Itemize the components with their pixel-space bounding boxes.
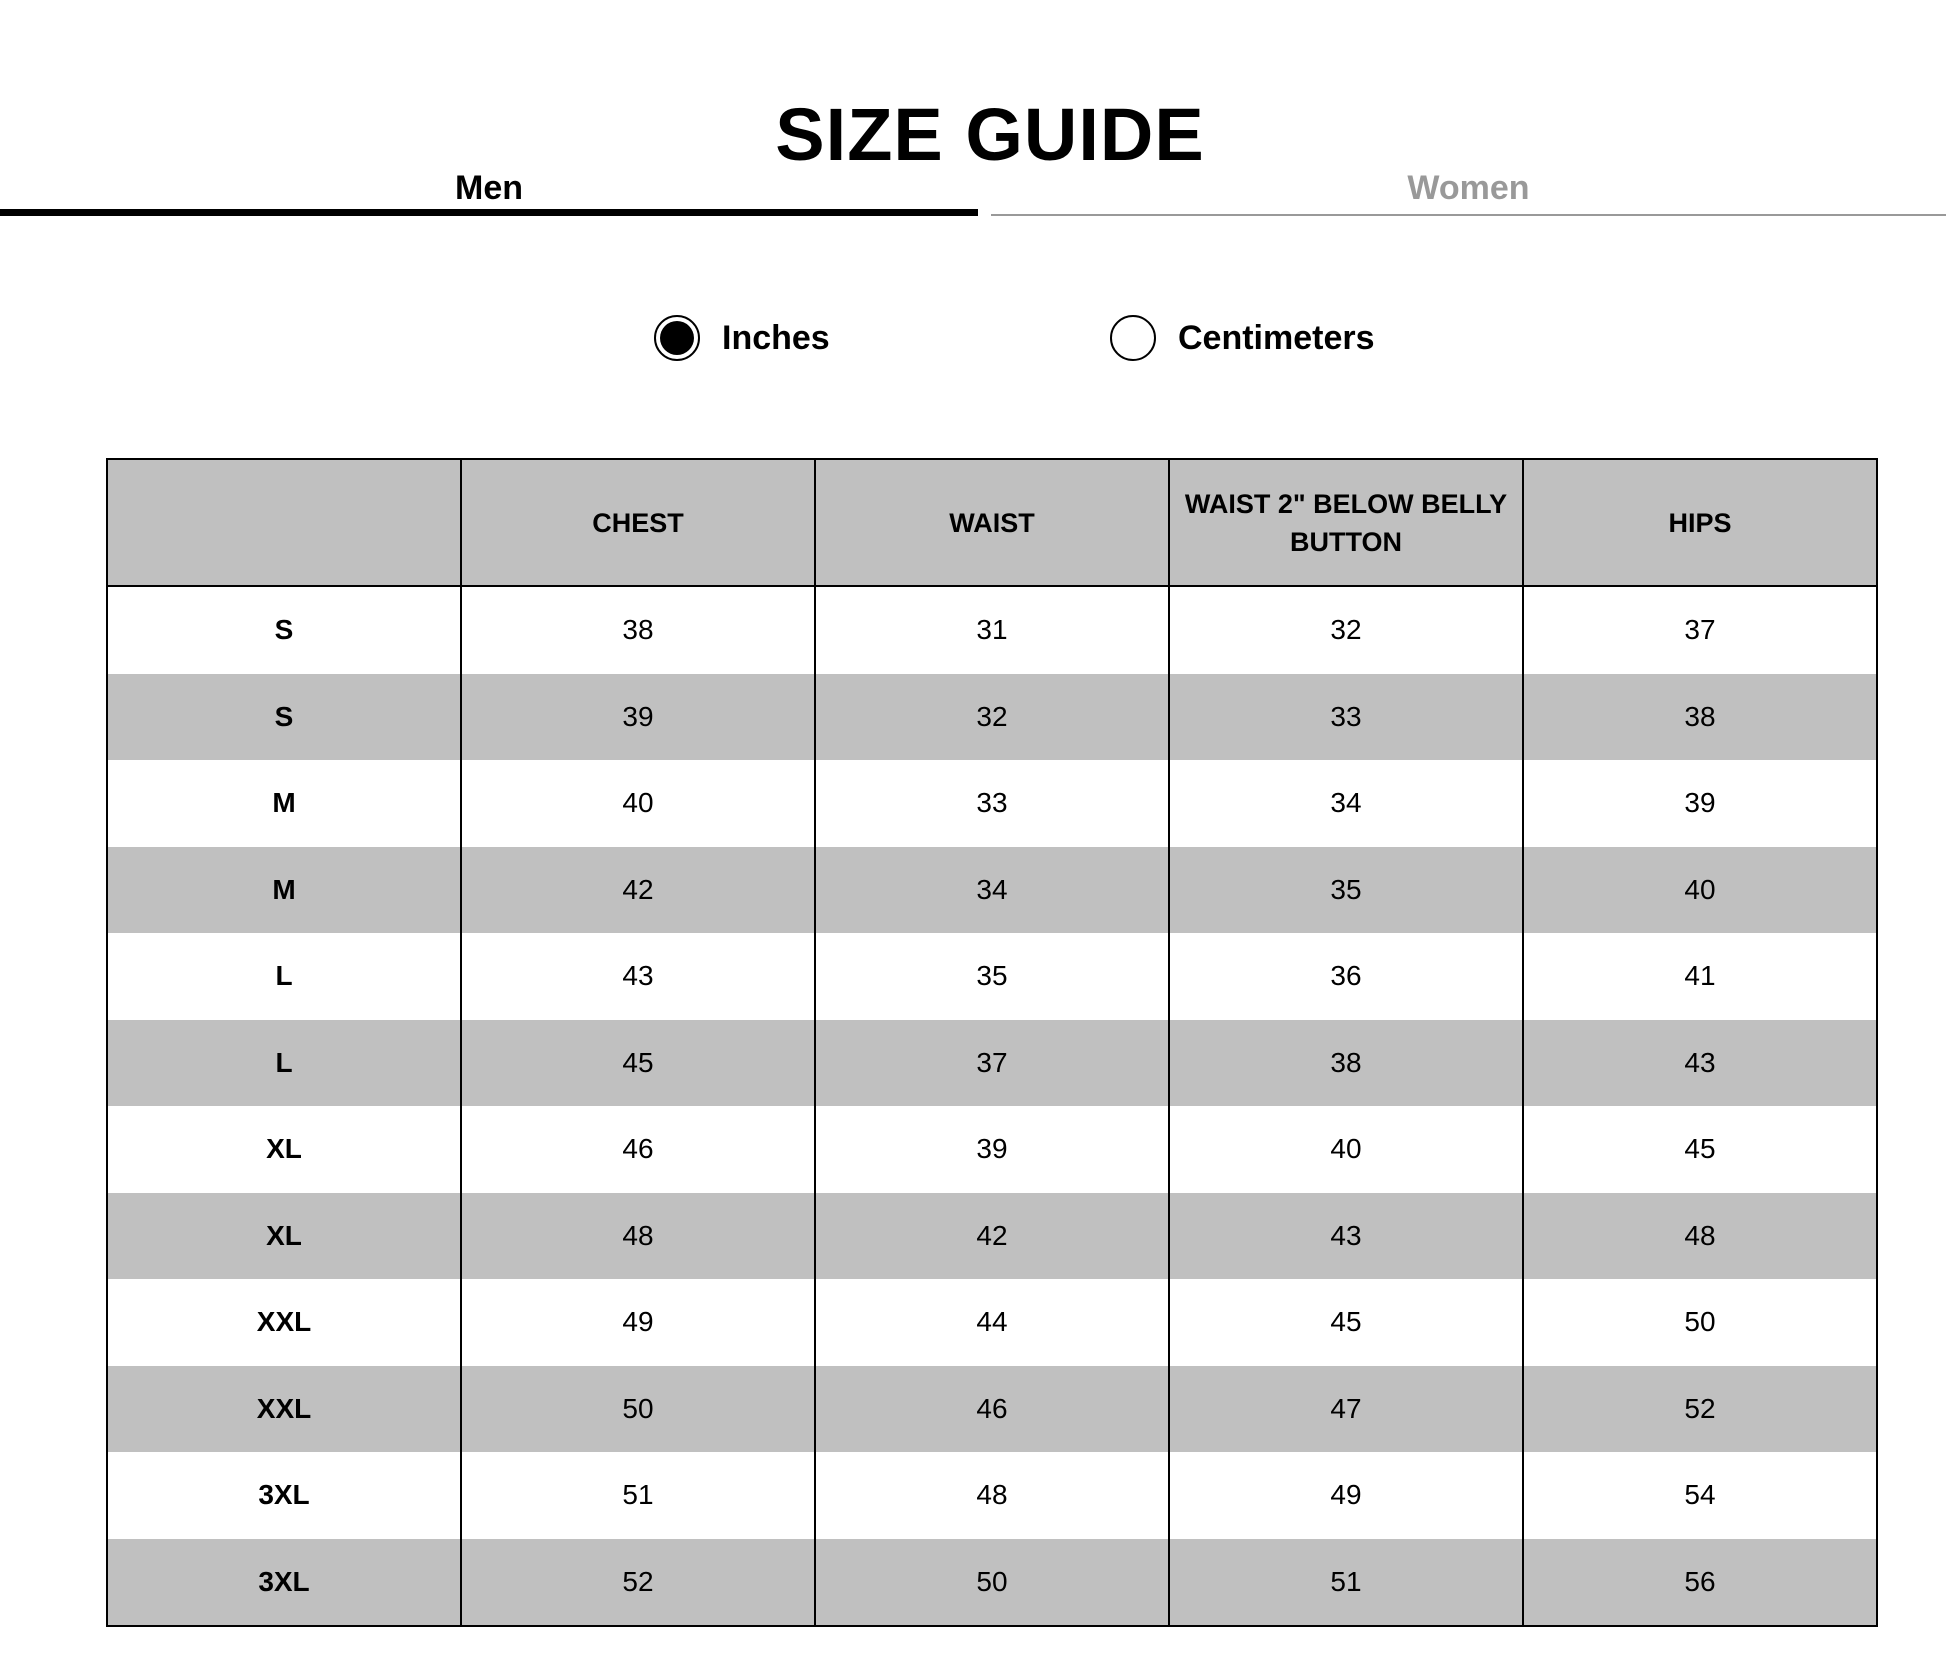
- inches-radio[interactable]: [654, 315, 700, 361]
- hips-cell: 48: [1523, 1193, 1877, 1280]
- waist-below-belly-button-cell: 43: [1169, 1193, 1523, 1280]
- chest-cell: 49: [461, 1279, 815, 1366]
- chest-cell: 39: [461, 674, 815, 761]
- tab-men[interactable]: Men: [0, 160, 978, 216]
- waist-cell: 44: [815, 1279, 1169, 1366]
- table-row: [107, 1452, 1877, 1539]
- size-cell: M: [107, 760, 461, 847]
- table-header-row: [107, 459, 1877, 586]
- waist-cell: 39: [815, 1106, 1169, 1193]
- waist-below-belly-button-cell: 38: [1169, 1020, 1523, 1107]
- hips-cell: 56: [1523, 1539, 1877, 1627]
- waist-cell: 48: [815, 1452, 1169, 1539]
- waist-cell: 42: [815, 1193, 1169, 1280]
- waist-cell: 37: [815, 1020, 1169, 1107]
- waist-cell: 50: [815, 1539, 1169, 1627]
- hips-cell: 40: [1523, 847, 1877, 934]
- table-row: [107, 1279, 1877, 1366]
- gender-tabs: [0, 160, 1946, 220]
- waist-below-belly-button-cell: 49: [1169, 1452, 1523, 1539]
- hips-cell: 37: [1523, 586, 1877, 674]
- table-row: [107, 1539, 1877, 1627]
- waist-below-belly-button-cell: 45: [1169, 1279, 1523, 1366]
- table-row: [107, 933, 1877, 1020]
- waist-below-belly-button-cell: 51: [1169, 1539, 1523, 1627]
- hips-cell: 39: [1523, 760, 1877, 847]
- page-title: SIZE GUIDE: [775, 92, 1205, 176]
- waist-below-belly-button-cell: 34: [1169, 760, 1523, 847]
- tab-women[interactable]: Women: [991, 160, 1946, 216]
- waist-cell: 31: [815, 586, 1169, 674]
- inches-label: Inches: [722, 318, 830, 357]
- chest-cell: 48: [461, 1193, 815, 1280]
- chest-cell: 50: [461, 1366, 815, 1453]
- table-row: [107, 760, 1877, 847]
- chest-cell: 46: [461, 1106, 815, 1193]
- table-row: [107, 1366, 1877, 1453]
- table-row: [107, 847, 1877, 934]
- header-chest: CHEST: [461, 459, 815, 586]
- size-cell: XL: [107, 1193, 461, 1280]
- size-cell: XL: [107, 1106, 461, 1193]
- waist-below-belly-button-cell: 32: [1169, 586, 1523, 674]
- unit-option-centimeters[interactable]: [1110, 310, 1375, 366]
- unit-option-inches[interactable]: [654, 310, 830, 366]
- hips-cell: 50: [1523, 1279, 1877, 1366]
- waist-below-belly-button-cell: 40: [1169, 1106, 1523, 1193]
- table-row: [107, 1193, 1877, 1280]
- size-cell: S: [107, 586, 461, 674]
- header-waist: WAIST: [815, 459, 1169, 586]
- size-cell: L: [107, 1020, 461, 1107]
- hips-cell: 43: [1523, 1020, 1877, 1107]
- table-row: [107, 1020, 1877, 1107]
- waist-cell: 34: [815, 847, 1169, 934]
- chest-cell: 40: [461, 760, 815, 847]
- size-cell: M: [107, 847, 461, 934]
- chest-cell: 43: [461, 933, 815, 1020]
- waist-below-belly-button-cell: 35: [1169, 847, 1523, 934]
- radio-selected-dot: [660, 321, 694, 355]
- chest-cell: 38: [461, 586, 815, 674]
- waist-cell: 33: [815, 760, 1169, 847]
- size-cell: L: [107, 933, 461, 1020]
- hips-cell: 45: [1523, 1106, 1877, 1193]
- size-cell: S: [107, 674, 461, 761]
- size-cell: 3XL: [107, 1452, 461, 1539]
- size-cell: XXL: [107, 1279, 461, 1366]
- waist-cell: 46: [815, 1366, 1169, 1453]
- waist-below-belly-button-cell: 33: [1169, 674, 1523, 761]
- unit-selector: [0, 310, 1946, 366]
- chest-cell: 52: [461, 1539, 815, 1627]
- chest-cell: 42: [461, 847, 815, 934]
- hips-cell: 54: [1523, 1452, 1877, 1539]
- header-waist-below-belly-button: WAIST 2" BELOW BELLY BUTTON: [1169, 459, 1523, 586]
- table-row: [107, 586, 1877, 674]
- table-row: [107, 674, 1877, 761]
- size-cell: 3XL: [107, 1539, 461, 1627]
- header-hips: HIPS: [1523, 459, 1877, 586]
- hips-cell: 41: [1523, 933, 1877, 1020]
- waist-cell: 32: [815, 674, 1169, 761]
- table-row: [107, 1106, 1877, 1193]
- centimeters-label: Centimeters: [1178, 318, 1375, 357]
- waist-cell: 35: [815, 933, 1169, 1020]
- hips-cell: 38: [1523, 674, 1877, 761]
- size-table: [106, 458, 1878, 1627]
- waist-below-belly-button-cell: 36: [1169, 933, 1523, 1020]
- chest-cell: 45: [461, 1020, 815, 1107]
- header-size: [107, 459, 461, 586]
- chest-cell: 51: [461, 1452, 815, 1539]
- waist-below-belly-button-cell: 47: [1169, 1366, 1523, 1453]
- size-cell: XXL: [107, 1366, 461, 1453]
- hips-cell: 52: [1523, 1366, 1877, 1453]
- centimeters-radio[interactable]: [1110, 315, 1156, 361]
